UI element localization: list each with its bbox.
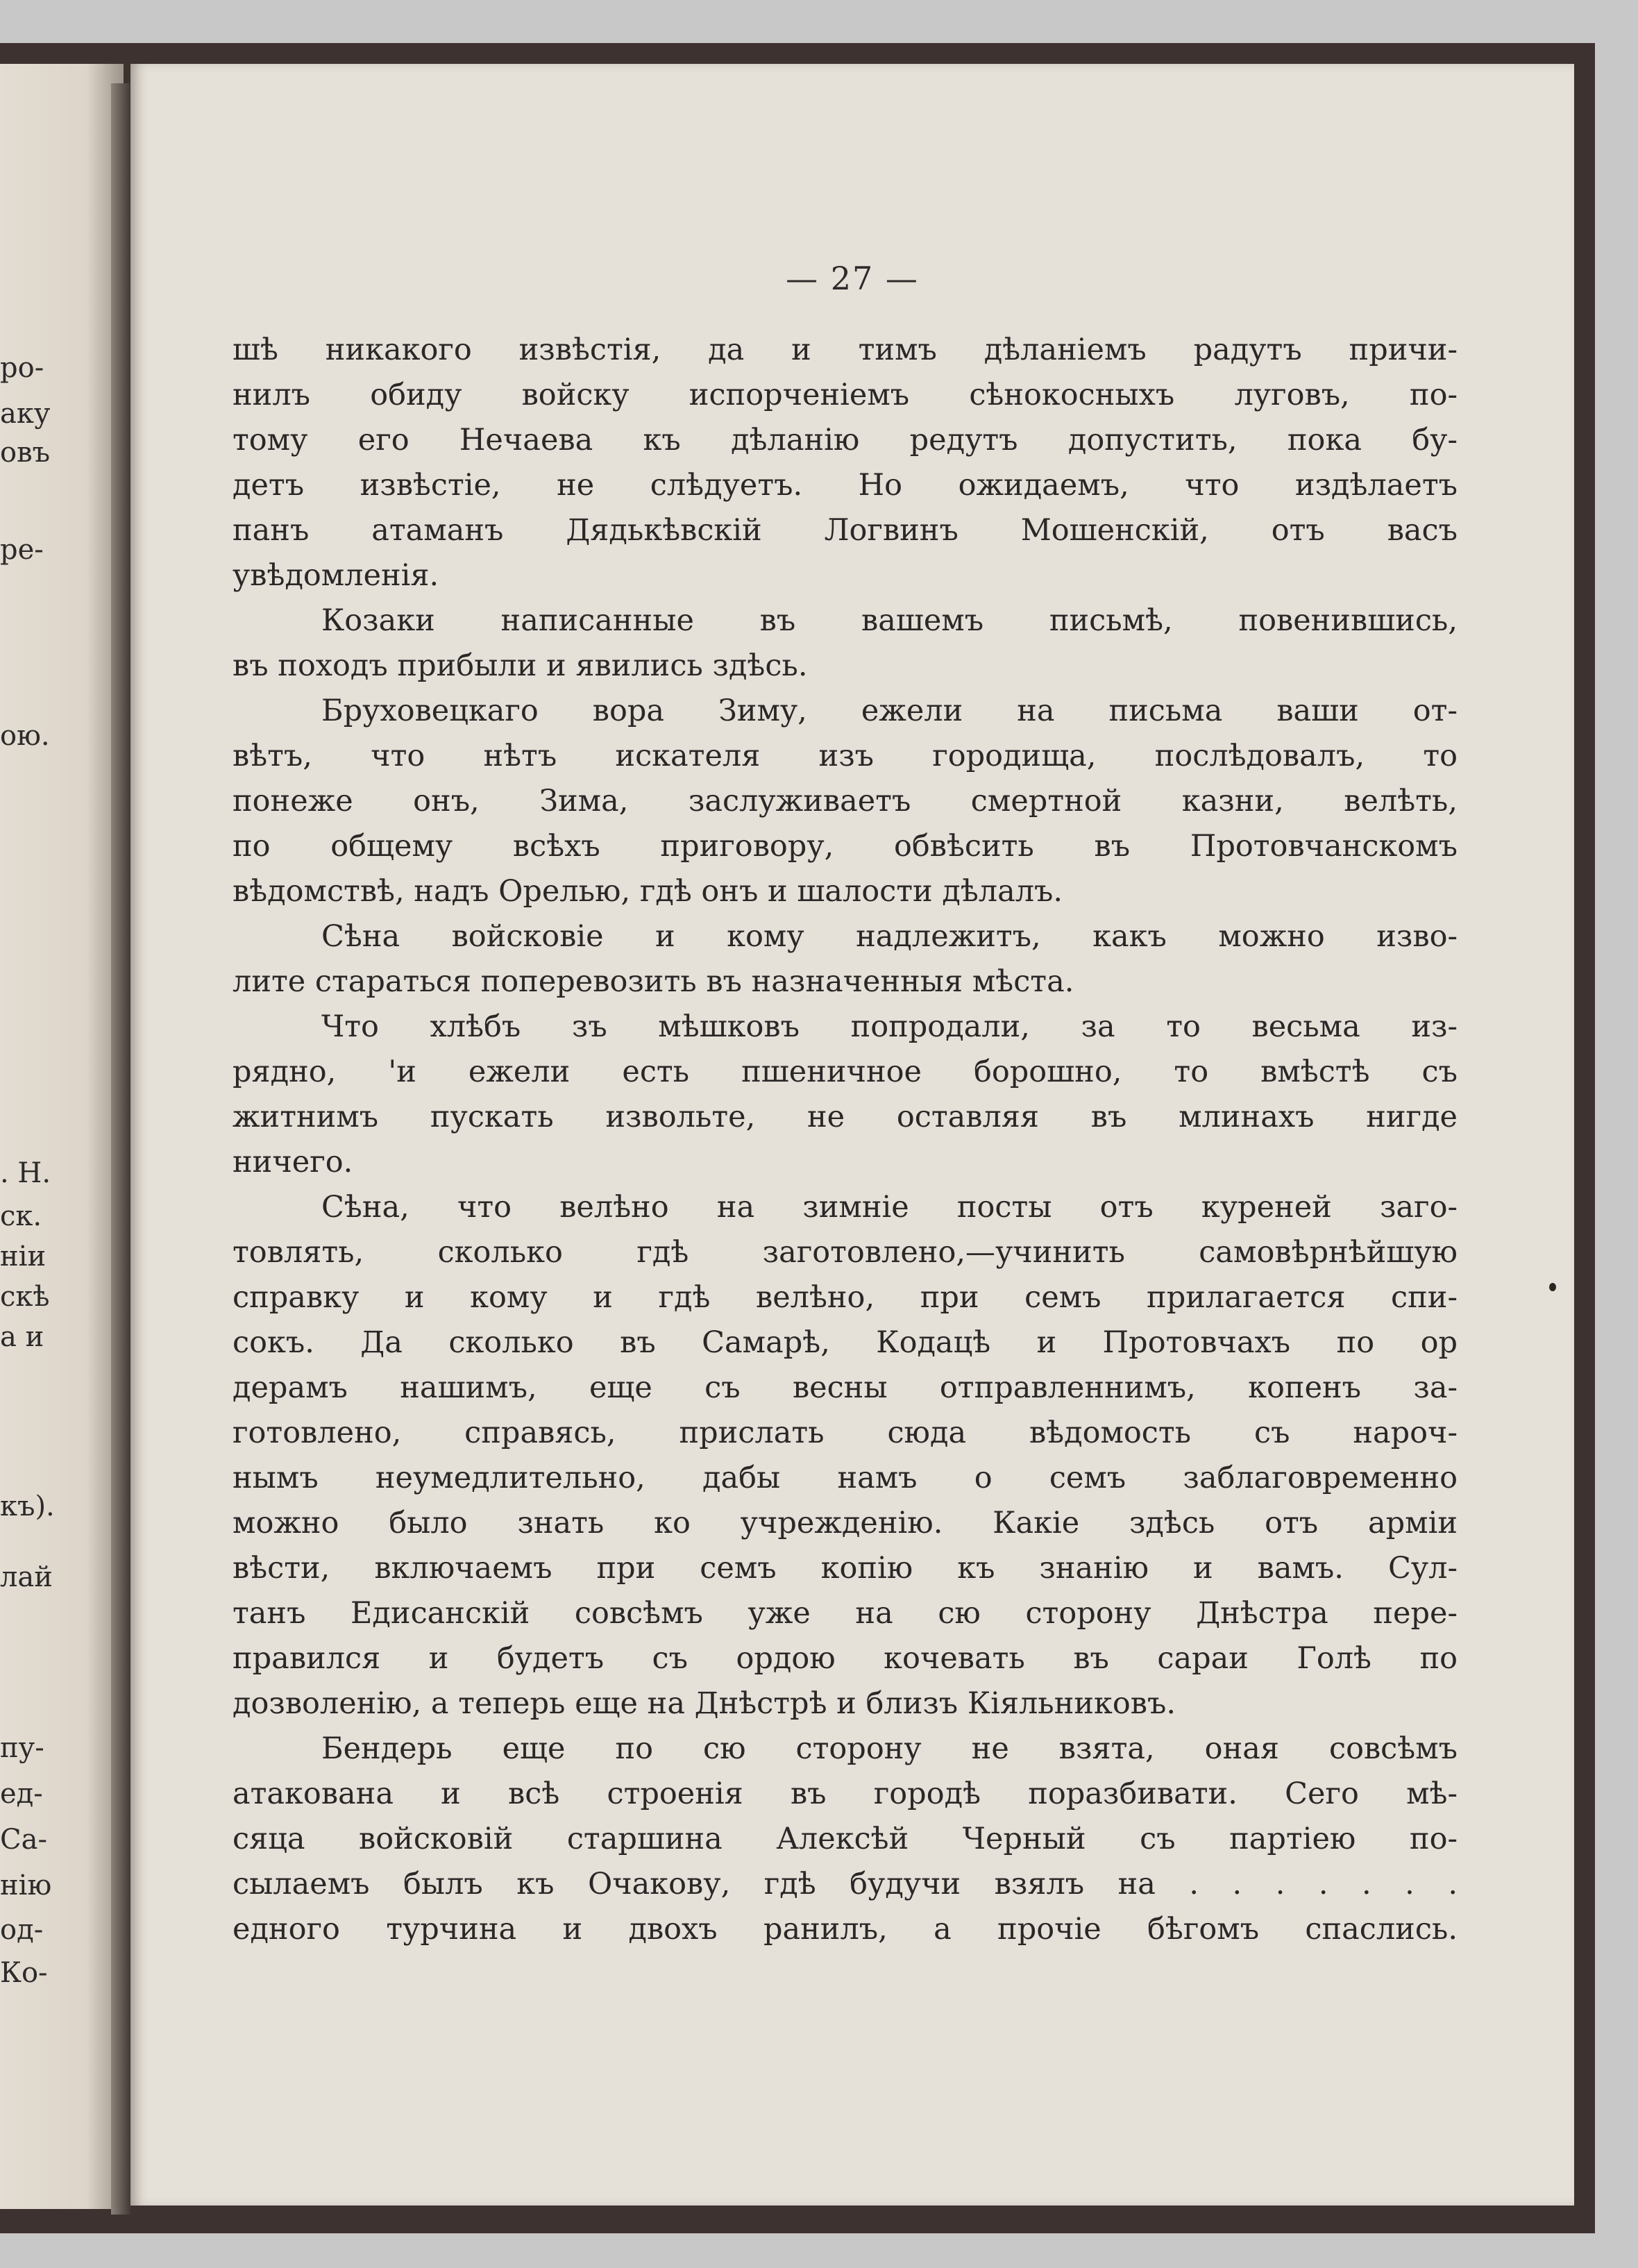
left-page-fragment: пу- (0, 1732, 44, 1764)
left-page-fragment: ою. (0, 720, 50, 752)
text-line: ничего. (233, 1145, 353, 1179)
text-line: товлять, сколько гдѣ заготовлено,—учинить самовѣрнѣйшую (233, 1235, 1458, 1270)
left-page-fragment: ро- (0, 352, 44, 384)
ink-spot (1549, 1283, 1556, 1291)
page-number: — 27 — (786, 260, 919, 297)
text-line: рядно, 'и ежели есть пшеничное борошно, то вмѣстѣ съ (233, 1055, 1458, 1089)
text-line: по общему всѣхъ приговору, обвѣсить въ Протовчанскомъ (233, 829, 1458, 864)
text-line: готовлено, справясь, прислать сюда вѣдомость съ нароч- (233, 1416, 1458, 1450)
text-line: увѣдомленія. (233, 558, 439, 593)
left-page-fragment: къ). (0, 1490, 55, 1522)
text-line: детъ извѣстіе, не слѣдуетъ. Но ожидаемъ, что издѣлаетъ (233, 468, 1458, 503)
text-line: тому его Нечаева къ дѣланію редутъ допустить, пока бу- (233, 423, 1458, 457)
left-page-fragment: Са- (0, 1824, 47, 1856)
text-line: справку и кому и гдѣ велѣно, при семъ прилагается спи- (233, 1280, 1458, 1315)
text-line: атакована и всѣ строенія въ городѣ поразбивати. Сего мѣ- (233, 1776, 1458, 1811)
text-line: сылаемъ былъ къ Очакову, гдѣ будучи взялъ на . . . . . . . (233, 1867, 1458, 1901)
text-line: сяца войсковій старшина Алексѣй Черный съ партіею по- (233, 1822, 1458, 1856)
text-line: лите стараться поперевозить въ назначенныя мѣста. (233, 964, 1074, 999)
left-page-fragment: ск. (0, 1200, 42, 1232)
left-page-fragment: ніи (0, 1241, 47, 1272)
book-gutter (111, 83, 132, 2215)
text-line: житнимъ пускать извольте, не оставляя въ млинахъ нигде (233, 1100, 1458, 1134)
text-line: вѣдомствѣ, надъ Орелью, гдѣ онъ и шалости дѣлалъ. (233, 874, 1063, 909)
text-line: Сѣна, что велѣно на зимніе посты отъ куреней заго- (321, 1190, 1458, 1225)
text-line: вѣсти, включаемъ при семъ копію къ знанію и вамъ. Сул- (233, 1551, 1458, 1586)
left-page-fragment: аку (0, 398, 51, 430)
left-page-fragment: ре- (0, 534, 44, 566)
left-page-fragment: лай (0, 1561, 53, 1593)
left-page-fragment: нію (0, 1870, 52, 1901)
text-line: Сѣна войсковіе и кому надлежитъ, какъ можно изво- (321, 919, 1458, 954)
text-line: правился и будетъ съ ордою кочевать въ сараи Голѣ по (233, 1641, 1458, 1676)
text-line: нилъ обиду войску испорченіемъ сѣнокосныхъ луговъ, по- (233, 378, 1458, 412)
left-page-fragment: овъ (0, 437, 51, 469)
text-line: панъ атаманъ Дядькѣвскій Логвинъ Мошенскій, отъ васъ (233, 513, 1458, 548)
text-line: вѣтъ, что нѣтъ искателя изъ городища, послѣдовалъ, то (233, 739, 1458, 773)
left-page-fragment: . Н. (0, 1157, 51, 1189)
left-page-fragment: од- (0, 1914, 44, 1946)
text-line: нымъ неумедлительно, дабы намъ о семъ заблаговременно (233, 1461, 1458, 1495)
text-line: едного турчина и двохъ ранилъ, а прочіе бѣгомъ спаслись. (233, 1912, 1458, 1947)
page-body (233, 328, 1458, 1952)
left-page-fragment: Ко- (0, 1957, 48, 1989)
text-line: Что хлѣбъ зъ мѣшковъ попродали, за то весьма из- (321, 1009, 1458, 1044)
text-line: понеже онъ, Зима, заслуживаетъ смертной казни, велѣть, (233, 784, 1458, 818)
text-line: танъ Едисанскій совсѣмъ уже на сю сторону Днѣстра пере- (233, 1596, 1458, 1631)
text-line: сокъ. Да сколько въ Самарѣ, Кодацѣ и Протовчахъ по ор (233, 1325, 1458, 1360)
text-line: Бруховецкаго вора Зиму, ежели на письма ваши от- (321, 694, 1458, 728)
text-line: дерамъ нашимъ, еще съ весны отправленнимъ, копенъ за- (233, 1370, 1458, 1405)
text-line: Козаки написанные въ вашемъ письмѣ, повенившись, (321, 603, 1458, 638)
left-page-fragment: ед- (0, 1778, 43, 1810)
text-line: дозволенію, а теперь еще на Днѣстрѣ и близъ Кіяльниковъ. (233, 1686, 1176, 1721)
text-line: шѣ никакого извѣстія, да и тимъ дѣланіемъ радутъ причи- (233, 333, 1458, 367)
left-page (0, 64, 124, 2209)
text-line: можно было знать ко учрежденію. Какіе здѣсь отъ арміи (233, 1506, 1458, 1540)
left-page-fragment: а и (0, 1321, 44, 1353)
text-line: Бендерь еще по сю сторону не взята, оная совсѣмъ (321, 1731, 1458, 1766)
left-page-fragment: скѣ (0, 1281, 50, 1313)
right-page (130, 64, 1574, 2206)
text-line: въ походъ прибыли и явились здѣсь. (233, 648, 808, 683)
